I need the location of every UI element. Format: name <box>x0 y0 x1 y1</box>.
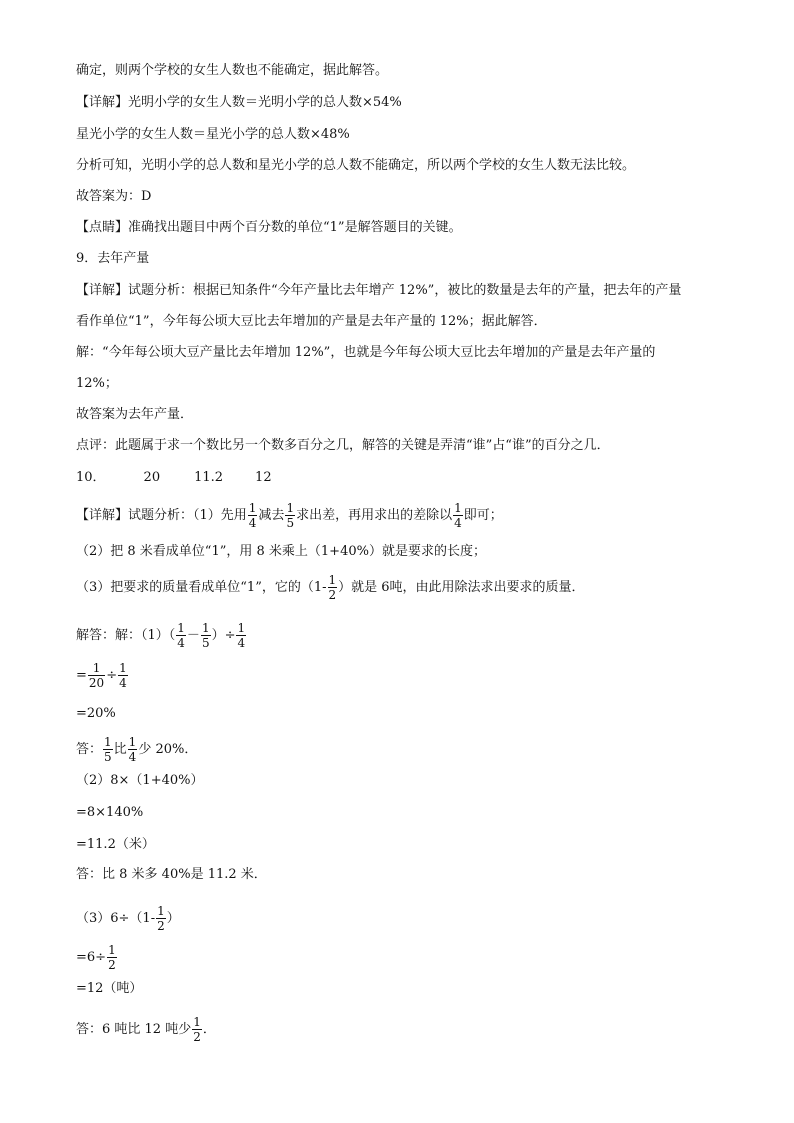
fraction: $\frac{1}{2}$ <box>108 943 116 972</box>
equation-line <box>76 905 180 932</box>
fraction: $\frac{1}{4}$ <box>128 735 137 764</box>
blank-answer: 11.2 <box>194 470 224 485</box>
text-line: 【详解】光明小学的女生人数＝光明小学的总人数×54% <box>76 95 402 110</box>
text-segment: 解答：解：（1）（ <box>76 628 176 643</box>
text-line: 12%； <box>76 376 118 391</box>
answer-line <box>76 736 197 763</box>
text-segment: =6÷ <box>76 950 107 965</box>
text-segment: 减去 <box>258 508 285 523</box>
text-line: 解：“今年每公顷大豆产量比去年增加 12%”，也就是今年每公顷大豆比去年增加的产量是去年产量的 <box>76 345 656 360</box>
equation-line: =20% <box>76 706 116 721</box>
text-line: 点评：此题属于求一个数比另一个数多百分之几，解答的关键是弄清“谁”占“谁”的百分之几． <box>76 438 610 453</box>
question-heading <box>76 469 272 487</box>
equation-line: =8×140% <box>76 805 144 820</box>
text-line: 确定，则两个学校的女生人数也不能确定，据此解答。 <box>76 63 389 78</box>
fraction: $\frac{1}{4}$ <box>237 621 246 650</box>
fraction: $\frac{1}{5}$ <box>104 735 112 764</box>
equation-line: =12（吨） <box>76 981 143 996</box>
fraction: $\frac{1}{5}$ <box>286 501 295 530</box>
text-segment: 【详解】试题分析：（1）先用 <box>76 508 247 523</box>
fraction: $\frac{1}{2}$ <box>193 1015 201 1044</box>
text-segment: ． <box>202 1022 216 1037</box>
fraction: $\frac{1}{2}$ <box>157 904 165 933</box>
text-segment: （3）把要求的质量看成单位“1”，它的（1- <box>76 580 327 595</box>
equation-line <box>76 622 247 649</box>
text-segment: 少 20%． <box>138 742 198 757</box>
text-line: （2）把 8 米看成单位“1”，用 8 米乘上（1+40%）就是要求的长度； <box>76 544 486 559</box>
text-segment: ）就是 6吨，由此用除法求出要求的质量． <box>338 580 585 595</box>
fraction: $\frac{1}{4}$ <box>248 501 257 530</box>
fraction: $\frac{1}{4}$ <box>177 621 185 650</box>
answer-line: 故答案为去年产量． <box>76 407 194 422</box>
answer-line: 答：比 8 米多 40%是 11.2 米． <box>76 867 267 882</box>
question-heading: 9．去年产量 <box>76 251 150 266</box>
equation-line <box>76 662 129 689</box>
operator: ）÷ <box>211 628 236 643</box>
equation-line: （2）8×（1+40%） <box>76 773 204 788</box>
fraction: $\frac{1}{4}$ <box>119 661 127 690</box>
text-segment: ） <box>166 911 180 926</box>
text-line: 星光小学的女生人数＝星光小学的总人数×48% <box>76 127 350 142</box>
text-line: 【点睛】准确找出题目中两个百分数的单位“1”是解答题目的关键。 <box>76 220 462 235</box>
answer-line: 故答案为：D <box>76 189 152 204</box>
blank-answer: 20 <box>143 470 161 485</box>
fraction: $\frac{1}{2}$ <box>328 573 337 602</box>
fraction: $\frac{1}{20}$ <box>88 661 105 690</box>
text-segment: 答： <box>76 742 103 757</box>
operator: － <box>186 628 200 643</box>
blank-answer: 12 <box>255 470 272 485</box>
text-line: 分析可知，光明小学的总人数和星光小学的总人数不能确定，所以两个学校的女生人数无法比较。 <box>76 158 636 173</box>
equation-line <box>76 944 118 971</box>
question-number: 10． <box>76 470 106 485</box>
text-segment: 答：6 吨比 12 吨少 <box>76 1022 192 1037</box>
text-line <box>76 502 503 529</box>
operator: ÷ <box>106 668 118 683</box>
text-segment: （3）6÷（1- <box>76 911 156 926</box>
operator: = <box>76 668 87 683</box>
fraction: $\frac{1}{5}$ <box>201 621 210 650</box>
text-line <box>76 574 585 601</box>
text-segment: 比 <box>113 742 127 757</box>
text-line: 【详解】试题分析：根据已知条件“今年产量比去年增产 12%”，被比的数量是去年的产量，把去年的产量 <box>76 283 682 298</box>
text-segment: 即可； <box>463 508 503 523</box>
text-line: 看作单位“1”，今年每公顷大豆比去年增加的产量是去年产量的 12%；据此解答． <box>76 314 547 329</box>
text-segment: 求出差，再用求出的差除以 <box>296 508 453 523</box>
equation-line: =11.2（米） <box>76 837 155 852</box>
answer-line <box>76 1016 216 1043</box>
fraction: $\frac{1}{4}$ <box>454 501 462 530</box>
